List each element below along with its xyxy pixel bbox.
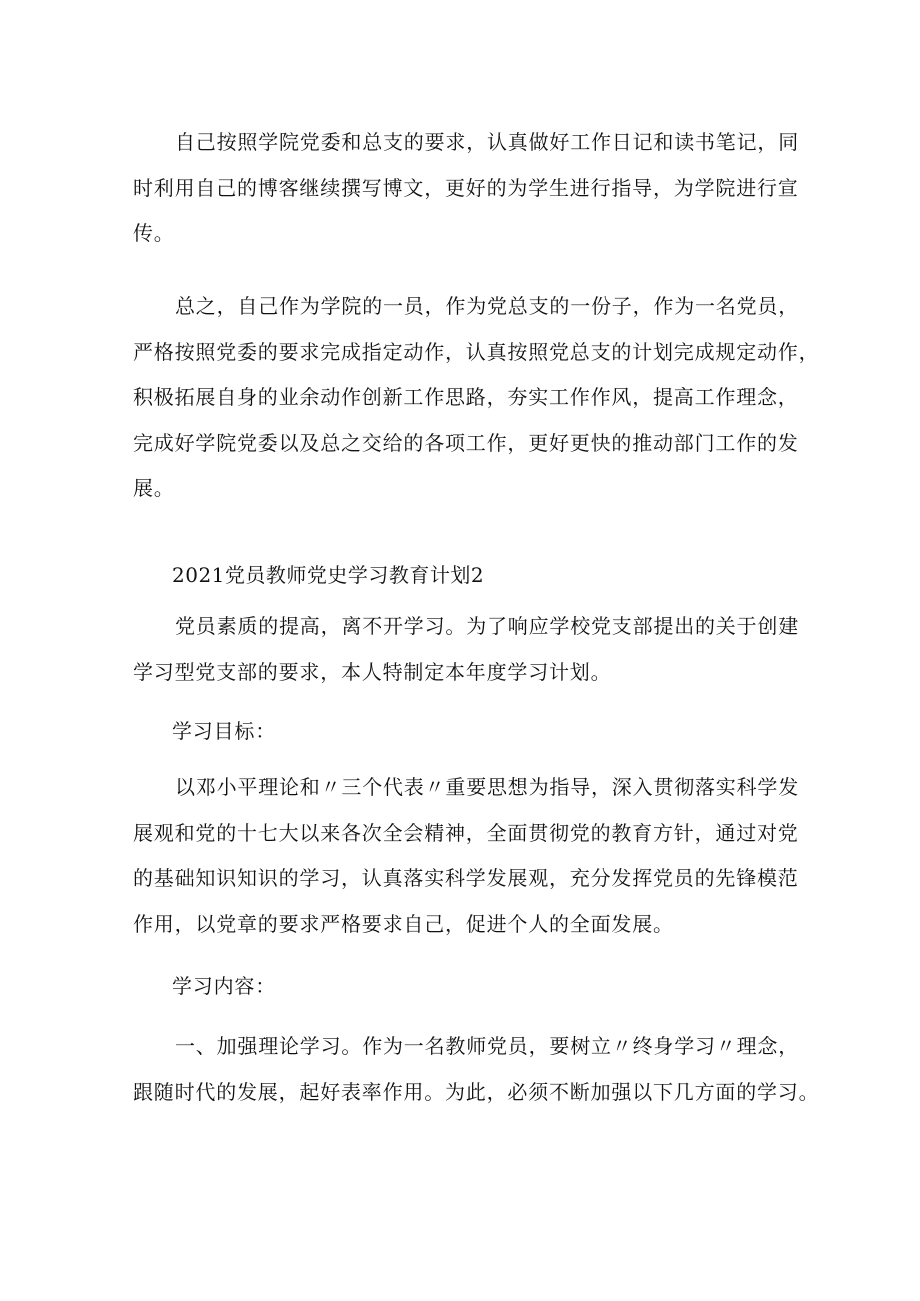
label-learning-content	[172, 964, 276, 1010]
paragraph-line: 总之，自己作为学院的一员，作为党总支的一份子，作为一名党员，	[175, 294, 799, 318]
paragraph-line: 时利用自己的博客继续撰写博文，更好的为学生进行指导，为学院进行宣	[133, 175, 799, 200]
heading-line: 2021党员教师党史学习教育计划2	[172, 563, 485, 587]
paragraph-line: 作用，以党章的要求严格要求自己，促进个人的全面发展。	[133, 911, 674, 936]
paragraph-summary	[133, 284, 819, 512]
label-learning-goals	[172, 709, 276, 755]
paragraph-theory-study	[133, 1024, 819, 1115]
paragraph-work-diary	[133, 120, 799, 257]
paragraph-line: 传。	[133, 221, 175, 245]
paragraph-intro	[133, 604, 799, 695]
label-line: 学习内容：	[172, 974, 276, 998]
paragraph-line: 的基础知识知识的学习，认真落实科学发展观，充分发挥党员的先锋模范	[133, 866, 799, 890]
paragraph-line: 展观和党的十七大以来各次全会精神，全面贯彻党的教育方针，通过对党	[133, 820, 799, 845]
paragraph-line: 严格按照党委的要求完成指定动作，认真按照党总支的计划完成规定动作，	[133, 339, 820, 364]
paragraph-line: 展。	[133, 476, 175, 500]
section-heading	[172, 553, 484, 599]
paragraph-line: 自己按照学院党委和总支的要求，认真做好工作日记和读书笔记，同	[175, 130, 799, 154]
paragraph-line: 党员素质的提高，离不开学习。为了响应学校党支部提出的关于创建	[175, 614, 799, 638]
paragraph-line: 一、加强理论学习。作为一名教师党员，要树立〃终身学习〃理念，	[175, 1034, 799, 1058]
paragraph-line: 完成好学院党委以及总之交给的各项工作，更好更快的推动部门工作的发	[133, 430, 799, 455]
paragraph-line: 学习型党支部的要求，本人特制定本年度学习计划。	[133, 659, 612, 684]
paragraph-goals	[133, 765, 799, 947]
paragraph-line: 积极拓展自身的业余动作创新工作思路，夯实工作作风，提高工作理念，	[133, 385, 799, 409]
paragraph-line: 跟随时代的发展，起好表率作用。为此，必须不断加强以下几方面的学习。	[133, 1079, 820, 1104]
label-line: 学习目标：	[172, 719, 276, 743]
paragraph-line: 以邓小平理论和〃三个代表〃重要思想为指导，深入贯彻落实科学发	[175, 775, 799, 799]
